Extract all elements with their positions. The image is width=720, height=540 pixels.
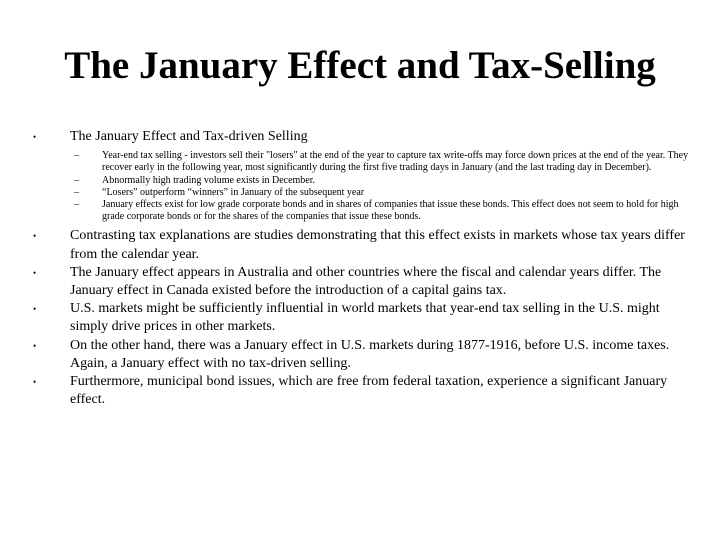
dash-marker: –	[74, 174, 79, 186]
bullet-text: U.S. markets might be sufficiently influential in world markets that year-end tax selling in the U.S. might simply drive prices in other markets.	[70, 301, 660, 335]
bullet-marker: •	[33, 132, 37, 142]
bullet-item	[0, 300, 720, 336]
bullet-item	[0, 337, 720, 373]
sub-bullet-text: “Losers” outperform “winners” in January of the subsequent year	[102, 186, 365, 198]
sub-bullet-text: January effects exist for low grade corporate bonds and in shares of companies that issue these bonds. This effect does not seem to hold for high grade corporate bonds or for the shares of the companies that issue these bonds.	[102, 199, 679, 223]
dash-marker: –	[74, 199, 79, 211]
bullet-item	[0, 373, 720, 409]
bullet-list	[0, 128, 720, 409]
slide-title: The January Effect and Tax-Selling	[64, 44, 656, 87]
bullet-text: Contrasting tax explanations are studies demonstrating that this effect exists in markets whose tax years differ from the calendar year.	[70, 228, 685, 262]
bullet-item	[0, 264, 720, 300]
bullet-text: On the other hand, there was a January effect in U.S. markets during 1877-1916, before U.S. income taxes. Again, a January effect with no tax-driven selling.	[70, 337, 670, 371]
sub-bullet-text: Abnormally high trading volume exists in December.	[102, 174, 316, 186]
bullet-item	[0, 227, 720, 263]
sub-bullet-item	[70, 150, 692, 174]
sub-bullet-list	[70, 150, 692, 223]
sub-bullet-item	[70, 199, 692, 223]
bullet-marker: •	[33, 304, 37, 315]
bullet-text: The January effect appears in Australia and other countries where the fiscal and calendar years differ. The January effect in Canada existed before the introduction of a capital gains tax.	[70, 264, 662, 299]
sub-bullet-item	[70, 187, 692, 199]
bullet-marker: •	[33, 340, 37, 351]
sub-bullet-item	[70, 175, 692, 187]
bullet-marker: •	[33, 267, 37, 278]
bullet-marker: •	[33, 377, 37, 388]
dash-marker: –	[74, 150, 79, 162]
bullet-text: The January Effect and Tax-driven Selling	[70, 129, 308, 144]
bullet-item	[0, 128, 720, 223]
sub-bullet-text: Year-end tax selling - investors sell their "losers" at the end of the year to capture tax write-offs may force down prices at the end of the year. They recover early in the following year, most significantly during the first five trading days in January (and the last trading day in December).	[102, 150, 689, 174]
bullet-marker: •	[33, 231, 37, 242]
dash-marker: –	[74, 186, 79, 198]
bullet-text: Furthermore, municipal bond issues, which are free from federal taxation, experience a significant January effect.	[70, 374, 668, 408]
